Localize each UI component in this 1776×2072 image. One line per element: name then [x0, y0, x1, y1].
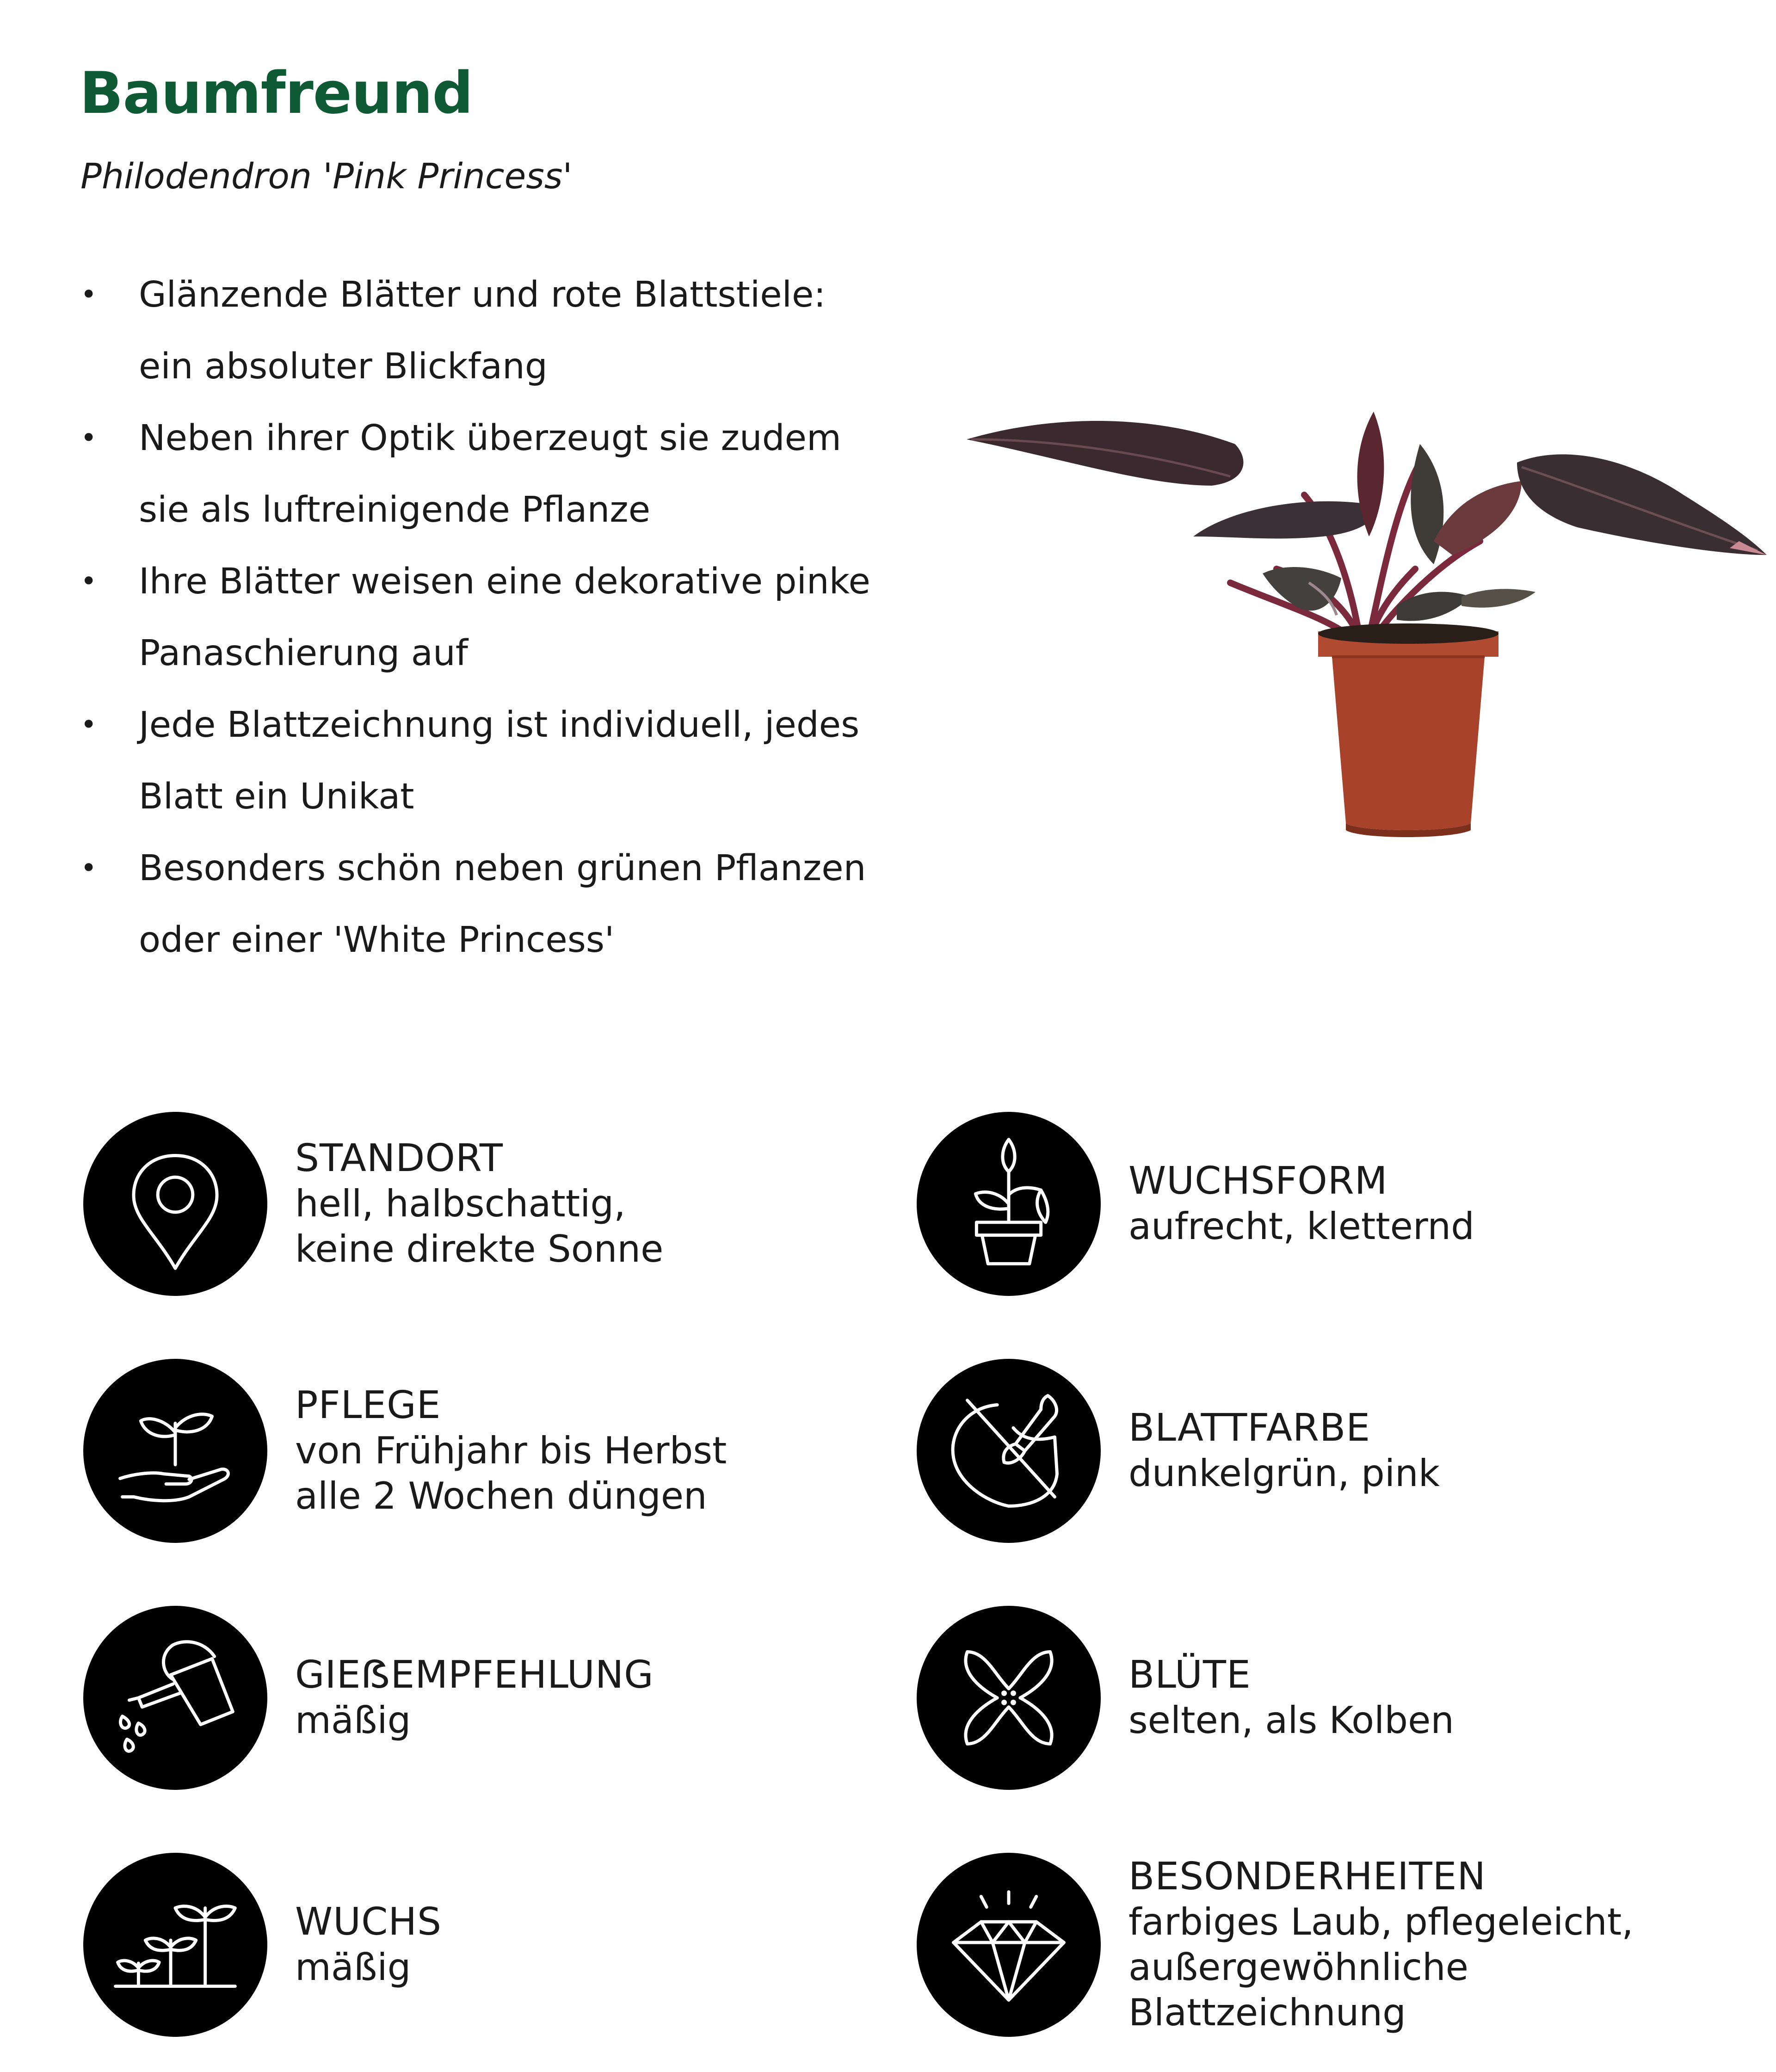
feature-value: aufrecht, kletternd: [1128, 1205, 1474, 1248]
bullet-item: [74, 402, 897, 546]
bullet-text: Besonders schön neben grünen Pflanzen oder einer 'White Princess': [139, 848, 866, 961]
feature-text: [295, 1606, 896, 1790]
growing-sprouts-icon: [83, 1853, 267, 2037]
bullet-item: [74, 689, 897, 832]
location-pin-icon: [83, 1112, 267, 1296]
feature-label: GIEẞEMPFEHLUNG: [295, 1653, 654, 1697]
bullet-text: Ihre Blätter weisen eine dekorative pinke Panaschierung auf: [139, 561, 870, 674]
hand-seedling-icon: [83, 1359, 267, 1543]
bullet-dot: •: [80, 709, 97, 741]
potted-plant-icon: [917, 1112, 1101, 1296]
feature-value: mäßig: [295, 1946, 411, 1989]
bullet-item: [74, 259, 897, 402]
feature-value: farbiges Laub, pflegeleicht, außergewöhnliche Blattzeichnung: [1128, 1900, 1634, 2034]
bullet-dot: •: [80, 852, 97, 884]
feature-value: selten, als Kolben: [1128, 1699, 1454, 1742]
leaf-brush-icon: [917, 1359, 1101, 1543]
plant-pot: [1318, 631, 1498, 830]
feature-text: [295, 1359, 896, 1543]
brand-title: Baumfreund: [80, 60, 473, 127]
bullet-text: Neben ihrer Optik überzeugt sie zudem sie als luftreinigende Pflanze: [139, 418, 841, 530]
flower-icon: [917, 1606, 1101, 1790]
feature-value: dunkelgrün, pink: [1128, 1452, 1440, 1495]
feature-label: STANDORT: [295, 1136, 503, 1180]
bullet-dot: •: [80, 565, 97, 598]
bullet-item: [74, 546, 897, 689]
bullet-text: Jede Blattzeichnung ist individuell, jedes Blatt ein Unikat: [139, 704, 860, 817]
feature-value: hell, halbschattig, keine direkte Sonne: [295, 1182, 664, 1270]
plant-product-image: [953, 388, 1776, 851]
watering-can-icon: [83, 1606, 267, 1790]
plant-species-subtitle: Philodendron 'Pink Princess': [80, 155, 573, 197]
feature-label: BESONDERHEITEN: [1128, 1855, 1486, 1899]
feature-label: BLÜTE: [1128, 1653, 1251, 1697]
bullet-text: Glänzende Blätter und rote Blattstiele: ein absoluter Blickfang: [139, 274, 826, 387]
leaf-shape: [1263, 567, 1341, 610]
feature-label: WUCHSFORM: [1128, 1159, 1388, 1203]
feature-label: BLATTFARBE: [1128, 1406, 1371, 1450]
feature-text: [1128, 1359, 1730, 1543]
bullet-dot: •: [80, 422, 97, 454]
leaf-shape: [1411, 444, 1443, 564]
feature-text: [1128, 1112, 1730, 1296]
leaf-shape: [967, 421, 1243, 486]
leaf-shape: [1462, 589, 1536, 607]
bullet-dot: •: [80, 278, 97, 311]
leaf-shape: [1193, 501, 1374, 539]
feature-value: mäßig: [295, 1699, 411, 1742]
feature-text: [295, 1112, 896, 1296]
feature-value: von Frühjahr bis Herbst alle 2 Wochen düngen: [295, 1429, 727, 1517]
bullet-item: [74, 832, 897, 976]
feature-bullet-list: [74, 259, 897, 976]
feature-label: PFLEGE: [295, 1383, 441, 1427]
feature-label: WUCHS: [295, 1900, 442, 1944]
feature-text: [295, 1853, 896, 2037]
feature-text: [1128, 1606, 1730, 1790]
feature-text: [1128, 1853, 1730, 2037]
diamond-icon: [917, 1853, 1101, 2037]
